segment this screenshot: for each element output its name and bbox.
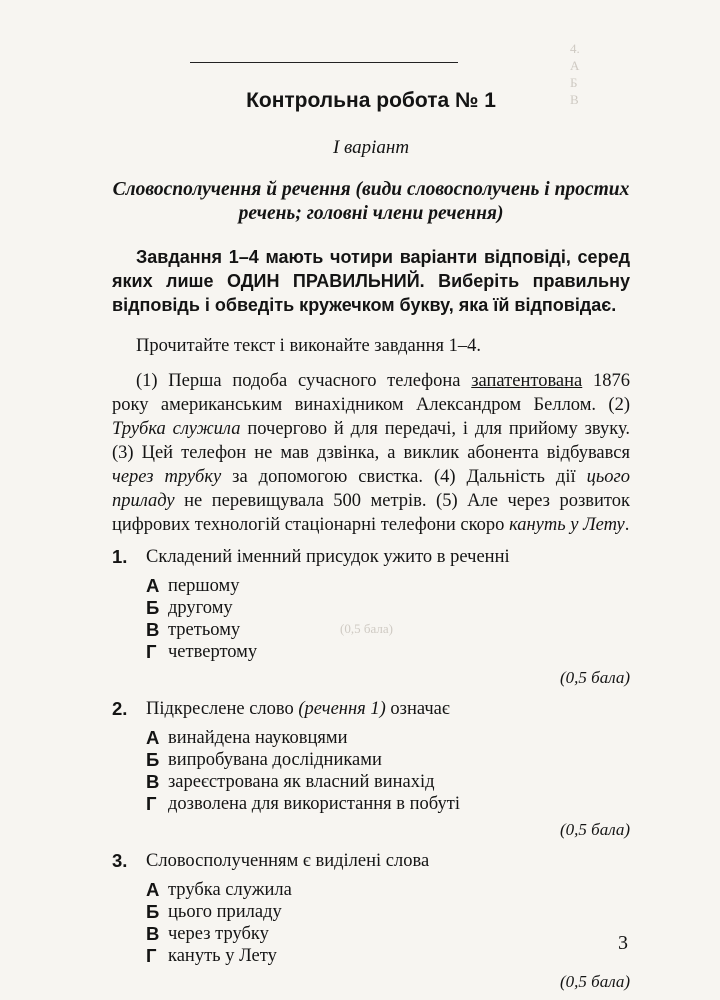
question-header — [112, 545, 630, 569]
variant-label: І варіант — [332, 137, 410, 158]
option-text: четвертому — [168, 642, 258, 662]
answer-options — [146, 879, 630, 967]
question-number: 2. — [112, 698, 128, 719]
passage-text: 1876 року американським винахідником Александром Беллом. (2) — [112, 371, 631, 415]
question-header — [112, 697, 630, 721]
question-points: (0,5 бала) — [560, 820, 630, 839]
answer-option-v[interactable] — [146, 771, 630, 793]
answer-option-h[interactable] — [146, 945, 630, 967]
question-text-part: Підкреслене слово — [146, 699, 299, 719]
option-text: кануть у Лету — [168, 946, 277, 966]
option-text: винайдена науковцями — [168, 728, 348, 748]
passage-text: (1) Перша подоба сучасного телефона — [136, 371, 472, 391]
highlighted-phrase: кануть у Лету — [509, 515, 625, 535]
question-text — [146, 697, 450, 721]
question-number: 3. — [112, 850, 128, 871]
question-1 — [112, 545, 630, 689]
question-points: (0,5 бала) — [560, 972, 630, 991]
question-text: Складений іменний присудок ужито в реченні — [146, 547, 510, 567]
page-number: 3 — [618, 932, 628, 954]
option-letter: Б — [146, 597, 160, 618]
question-2 — [112, 697, 630, 841]
question-3 — [112, 849, 630, 993]
option-text: трубка служила — [168, 880, 292, 900]
passage-text: не перевищувала 500 метрів. (5) Але через розвиток цифрових технологій стаціонарні телефони скоро — [112, 491, 630, 535]
option-letter: Г — [146, 945, 157, 966]
topic-heading: Словосполучення й речення (види словосполучень і простих речень; головні члени речення) — [112, 179, 630, 224]
answer-options — [146, 575, 630, 663]
passage-text: почергово й для передачі, і для прийому звуку. (3) Цей телефон не мав дзвінка, а виклик абонента відбувався — [112, 419, 631, 463]
option-text: першому — [168, 576, 240, 596]
option-letter: Г — [146, 641, 157, 662]
highlighted-phrase: через трубку — [112, 467, 222, 487]
option-text: зареєстрована як власний винахід — [168, 772, 435, 792]
option-text: випробувана дослідниками — [168, 750, 382, 770]
option-letter: А — [146, 727, 160, 748]
question-number: 1. — [112, 546, 128, 567]
option-letter: А — [146, 879, 160, 900]
option-text: через трубку — [168, 924, 269, 944]
passage-text: за допомогою свистка. (4) Дальність дії — [221, 467, 587, 487]
highlighted-phrase: цього приладу — [112, 467, 630, 511]
option-text: другому — [168, 598, 233, 618]
answer-option-a[interactable] — [146, 879, 630, 901]
answer-option-b[interactable] — [146, 749, 630, 771]
option-text: третьому — [168, 620, 241, 640]
option-letter: Г — [146, 793, 157, 814]
option-letter: В — [146, 619, 160, 640]
option-letter: В — [146, 771, 160, 792]
answer-option-h[interactable] — [146, 641, 630, 663]
underlined-word: запатентована — [471, 371, 583, 391]
option-letter: Б — [146, 901, 160, 922]
bleed-through-text: (0,5 бала) — [340, 621, 393, 636]
answer-option-v[interactable] — [146, 619, 630, 641]
highlighted-phrase: Трубка служила — [112, 419, 241, 439]
passage-text: . — [624, 515, 630, 535]
option-letter: Б — [146, 749, 160, 770]
reading-passage — [112, 369, 630, 537]
header-rule — [190, 62, 458, 63]
bleed-through-text: 4. А Б В — [570, 41, 580, 107]
answer-option-b[interactable] — [146, 597, 630, 619]
question-header — [112, 849, 630, 873]
reading-instruction: Прочитайте текст і виконайте завдання 1–4. — [136, 336, 482, 356]
option-text: цього приладу — [168, 902, 282, 922]
question-text-reference: (речення 1) — [298, 699, 386, 719]
option-letter: В — [146, 923, 160, 944]
page-title: Контрольна робота № 1 — [246, 89, 496, 112]
option-letter: А — [146, 575, 160, 596]
question-text: Словосполученням є виділені слова — [146, 851, 430, 871]
answer-options — [146, 727, 630, 815]
page-content — [112, 88, 630, 993]
question-text-part: означає — [385, 699, 450, 719]
answer-option-a[interactable] — [146, 575, 630, 597]
answer-option-v[interactable] — [146, 923, 630, 945]
answer-option-b[interactable] — [146, 901, 630, 923]
option-text: дозволена для використання в побуті — [168, 794, 460, 814]
answer-option-a[interactable] — [146, 727, 630, 749]
question-points: (0,5 бала) — [560, 668, 630, 687]
task-instructions: Завдання 1–4 мають чотири варіанти відповіді, серед яких лише ОДИН ПРАВИЛЬНИЙ. Виберіть правильну відповідь і обведіть кружечком букву, яка їй відповідає. — [112, 247, 630, 315]
answer-option-h[interactable] — [146, 793, 630, 815]
